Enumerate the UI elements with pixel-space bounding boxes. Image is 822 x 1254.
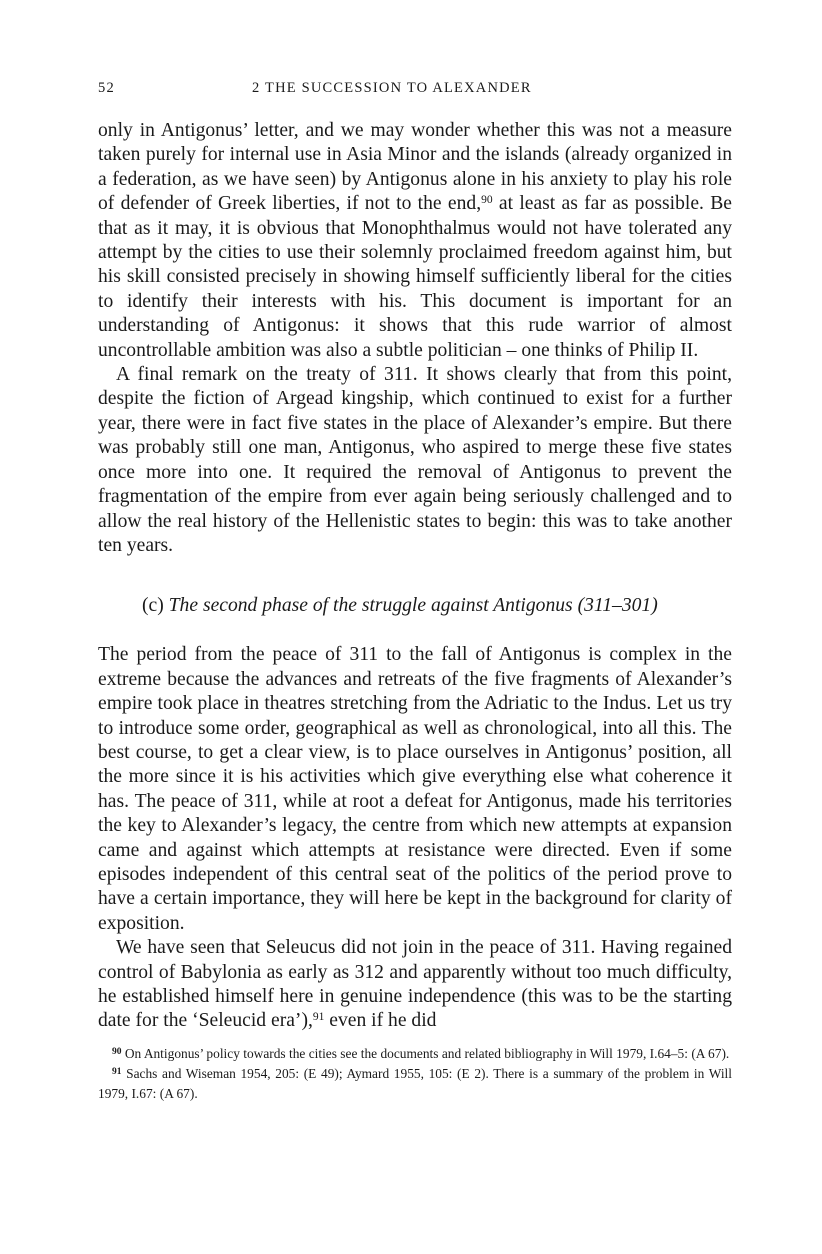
footnote-mark: 91 — [112, 1066, 122, 1077]
footnote — [98, 1044, 732, 1064]
paragraph-text: at least as far as possible. Be that as it may, it is obvious that Monophthalmus would not have tolerated any attempt by the cities to use their solemnly proclaimed freedom against him, but his skill consisted precisely in showing himself sufficiently liberal for the cities to identify their interests with his. This document is important for an understanding of Antigonus: it shows that this rude warrior of almost uncontrollable ambition was also a subtle politician – one thinks of Philip II. — [98, 193, 732, 361]
page-number: 52 — [98, 80, 115, 96]
paragraph-text: even if he did — [324, 1010, 437, 1032]
main-text — [98, 119, 732, 1034]
footnote-text: On Antigonus’ policy towards the cities see the documents and related bibliography in Will 1979, I.64–5: (A 67). — [121, 1045, 730, 1061]
section-label: (c) — [142, 595, 164, 617]
footnote-mark: 90 — [112, 1046, 122, 1057]
running-title: 2 THE SUCCESSION TO ALEXANDER — [252, 80, 532, 96]
footnote-reference: 91 — [312, 1011, 325, 1024]
paragraph — [98, 119, 732, 363]
paragraph-text: We have seen that Seleucus did not join in the peace of 311. Having regained control of Babylonia as early as 312 and apparently without too much difficulty, he established himself here in genuine independence (this was to be the starting date for the ‘Seleucid era’), — [98, 937, 732, 1032]
paragraph: The period from the peace of 311 to the fall of Antigonus is complex in the extreme because the advances and retreats of the five fragments of Alexander’s empire took place in theatres stretching from the Adriatic to the Indus. Let us try to introduce some order, geographical as well as chronological, into all this. The best course, to get a clear view, is to place ourselves in Antigonus’ position, all the more since it is his activities which give everything else what coherence it has. The peace of 311, while at root a defeat for Antigonus, made his territories the key to Alexander’s legacy, the centre from which new attempts at expansion came and against which attempts at resistance were directed. Even if some episodes independent of this central seat of the politics of the period prove to have a certain importance, they will here be kept in the background for clarity of exposition. — [98, 644, 732, 934]
footnote-reference: 90 — [481, 194, 493, 207]
footnote — [98, 1064, 732, 1104]
footnote-text: Sachs and Wiseman 1954, 205: (E 49); Aymard 1955, 105: (E 2). There is a summary of the problem in Will 1979, I.67: (A 67). — [98, 1065, 732, 1101]
paragraph — [98, 936, 732, 1034]
paragraph: A final remark on the treaty of 311. It shows clearly that from this point, despite the fiction of Argead kingship, which continued to exist for a further year, there were in fact five states in the place of Alexander’s empire. But there was probably still one man, Antigonus, who aspired to merge these five states once more into one. It required the removal of Antigonus to prevent the fragmentation of the empire from ever again being seriously challenged and to allow the real history of the Hellenistic states to begin: this was to take another ten years. — [98, 364, 732, 556]
footnotes — [98, 1044, 732, 1104]
book-page — [98, 76, 732, 1104]
section-heading — [98, 594, 732, 618]
running-header — [98, 76, 732, 102]
paragraph-text: only in Antigonus’ letter, and we may wonder whether this was not a measure taken purely for internal use in Asia Minor and the islands (already organized in a federation, as we have seen) by Antigonus alone in his anxiety to play his role of defender of Greek liberties, if not to the end, — [98, 120, 732, 215]
section-title: The second phase of the struggle against Antigonus (311–301) — [168, 595, 658, 617]
